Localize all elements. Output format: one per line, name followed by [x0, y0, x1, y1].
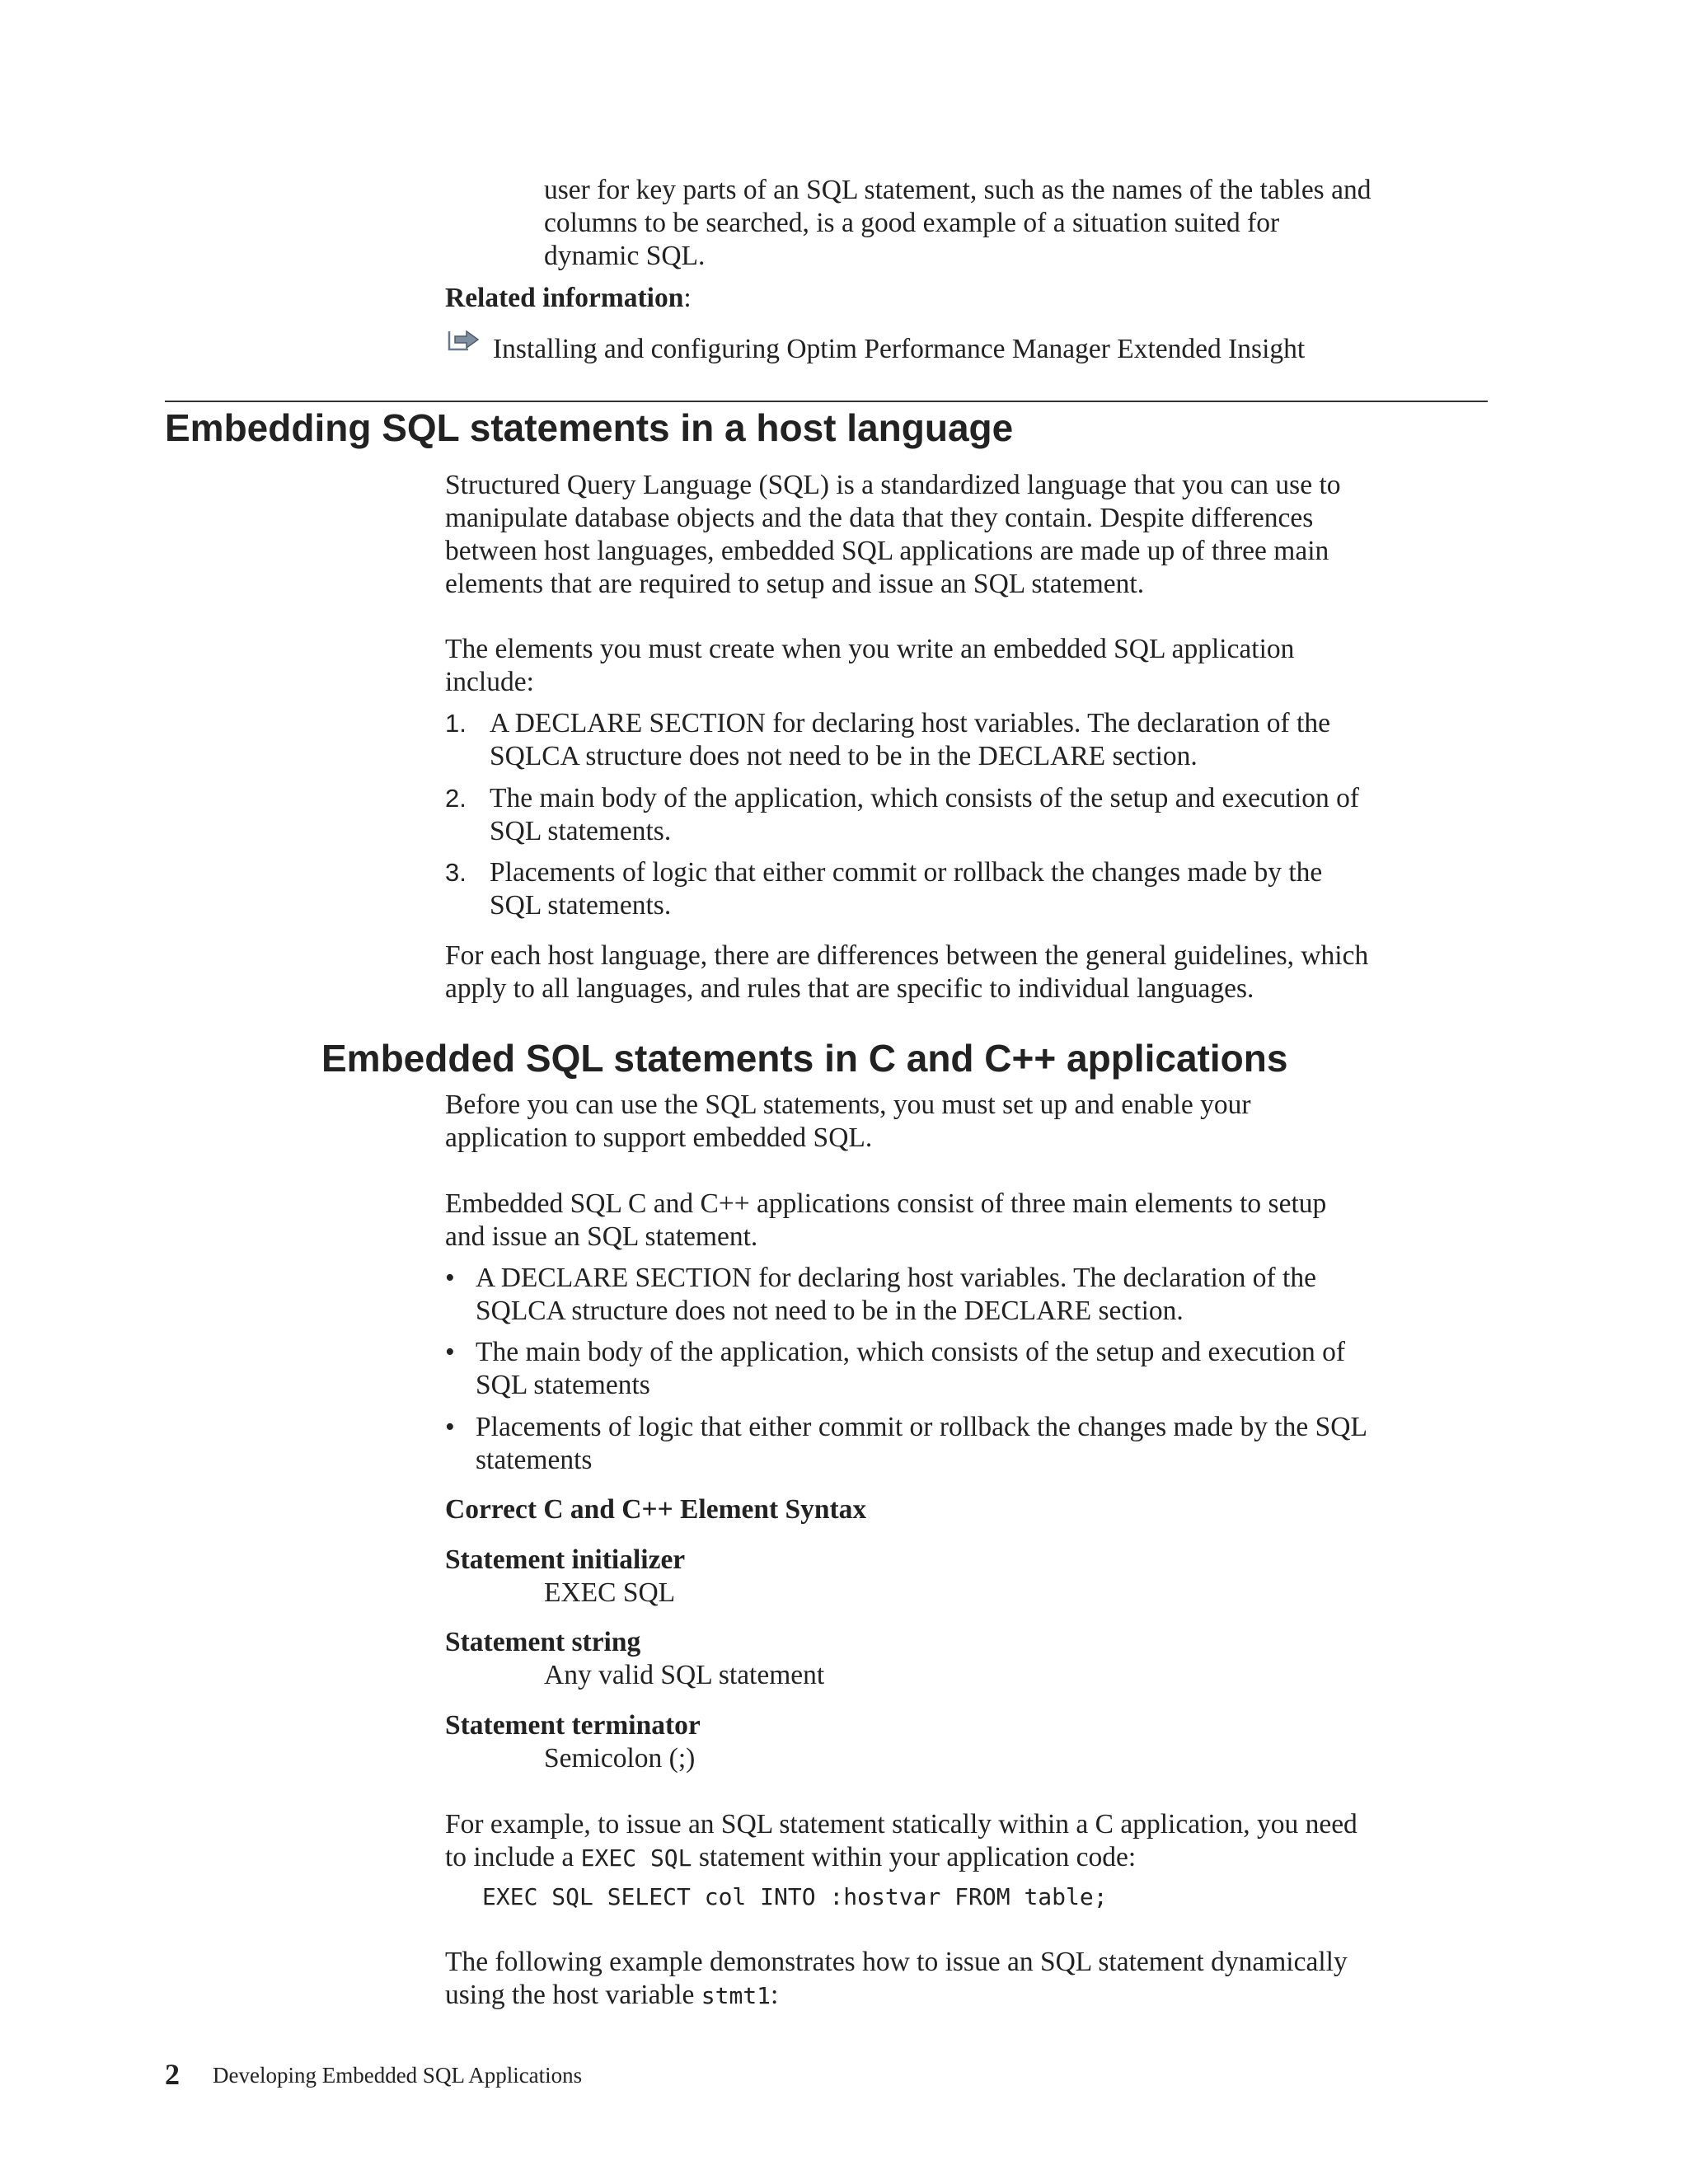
example-line-1: For example, to issue an SQL statement statically within a C application, you need: [445, 1809, 1357, 1840]
intro-line-3: dynamic SQL.: [544, 241, 706, 271]
definition-desc: EXEC SQL: [544, 1577, 676, 1608]
bullet-item-line: SQLCA structure does not need to be in the DECLARE section.: [476, 1296, 1184, 1326]
definition-term: Statement initializer: [445, 1544, 686, 1575]
example-text: statement within your application code:: [692, 1842, 1137, 1872]
s2-para2-line-2: and issue an SQL statement.: [445, 1221, 758, 1252]
list-item: [445, 856, 1488, 922]
page-number: 2: [165, 2058, 180, 2091]
footer-title: Developing Embedded SQL Applications: [213, 2063, 583, 2088]
dynamic-line-2: [445, 1979, 1488, 2013]
intro-line-1: user for key parts of an SQL statement, such as the names of the tables and: [544, 175, 1372, 205]
bullet-symbol: •: [445, 1263, 455, 1293]
s2-para1-line-2: application to support embedded SQL.: [445, 1122, 873, 1153]
code-example: EXEC SQL SELECT col INTO :hostvar FROM table;: [482, 1883, 1108, 1910]
bullet-symbol: •: [445, 1337, 455, 1367]
list-item-line: SQL statements.: [490, 816, 672, 846]
list-number: 1.: [445, 709, 467, 738]
related-info-label: [445, 282, 1488, 315]
bullet-symbol: •: [445, 1412, 455, 1442]
dynamic-text: using the host variable: [445, 1980, 701, 2010]
list-number: 3.: [445, 858, 467, 887]
s1-para1-line-1: Structured Query Language (SQL) is a standardized language that you can use to: [445, 470, 1341, 500]
related-link[interactable]: Installing and configuring Optim Performance Manager Extended Insight: [493, 334, 1306, 364]
inline-code: stmt1: [701, 1982, 771, 2009]
list-number: 2.: [445, 784, 467, 813]
s1-para2-line-1: The elements you must create when you write an embedded SQL application: [445, 634, 1295, 664]
list-item-line: SQLCA structure does not need to be in the DECLARE section.: [490, 741, 1198, 771]
s2-para1-line-1: Before you can use the SQL statements, you must set up and enable your: [445, 1090, 1251, 1120]
list-item: [445, 707, 1488, 773]
list-item-line: A DECLARE SECTION for declaring host variables. The declaration of the: [490, 708, 1330, 738]
syntax-heading: Correct C and C++ Element Syntax: [445, 1494, 867, 1525]
related-info-title: Related information: [445, 283, 684, 313]
bullet-item-line: The main body of the application, which consists of the setup and execution of: [476, 1337, 1345, 1367]
bullet-item-line: statements: [476, 1445, 593, 1475]
intro-line-2: columns to be searched, is a good example of a situation suited for: [544, 208, 1280, 238]
s1-para3-line-1: For each host language, there are differences between the general guidelines, which: [445, 940, 1369, 971]
s1-para2-line-2: include:: [445, 667, 534, 697]
definition-desc: Any valid SQL statement: [544, 1660, 825, 1690]
bullet-item-line: SQL statements: [476, 1370, 650, 1400]
s1-para3-line-2: apply to all languages, and rules that are specific to individual languages.: [445, 973, 1254, 1004]
section-divider: [165, 401, 1488, 402]
example-text: to include a: [445, 1842, 581, 1872]
definition-term: Statement string: [445, 1627, 641, 1657]
list-item-line: Placements of logic that either commit or rollback the changes made by the: [490, 857, 1323, 888]
bullet-item: [445, 1336, 1488, 1402]
bullet-item-line: A DECLARE SECTION for declaring host variables. The declaration of the: [476, 1263, 1316, 1293]
list-item-line: SQL statements.: [490, 890, 672, 921]
list-item-line: The main body of the application, which consists of the setup and execution of: [490, 783, 1359, 813]
inline-code: EXEC SQL: [580, 1844, 692, 1872]
example-line-2: [445, 1841, 1488, 1875]
section-heading-c-applications: Embedded SQL statements in C and C++ applications: [321, 1037, 1288, 1080]
list-item: [445, 782, 1488, 848]
dynamic-line-1: The following example demonstrates how to issue an SQL statement dynamically: [445, 1947, 1348, 1977]
bullet-item: [445, 1411, 1488, 1477]
s1-para1-line-4: elements that are required to setup and issue an SQL statement.: [445, 569, 1145, 599]
dynamic-text: :: [771, 1980, 779, 2010]
definition-desc: Semicolon (;): [544, 1743, 696, 1774]
link-arrow-icon: [447, 328, 481, 353]
bullet-item-line: Placements of logic that either commit or rollback the changes made by the SQL: [476, 1412, 1367, 1442]
s2-para2-line-1: Embedded SQL C and C++ applications consist of three main elements to setup: [445, 1188, 1327, 1219]
related-info-colon: :: [683, 283, 692, 313]
definition-term: Statement terminator: [445, 1710, 701, 1741]
bullet-item: [445, 1262, 1488, 1328]
section-heading-host-language: Embedding SQL statements in a host language: [165, 406, 1014, 449]
s1-para1-line-2: manipulate database objects and the data that they contain. Despite differences: [445, 503, 1314, 533]
s1-para1-line-3: between host languages, embedded SQL applications are made up of three main: [445, 536, 1329, 566]
